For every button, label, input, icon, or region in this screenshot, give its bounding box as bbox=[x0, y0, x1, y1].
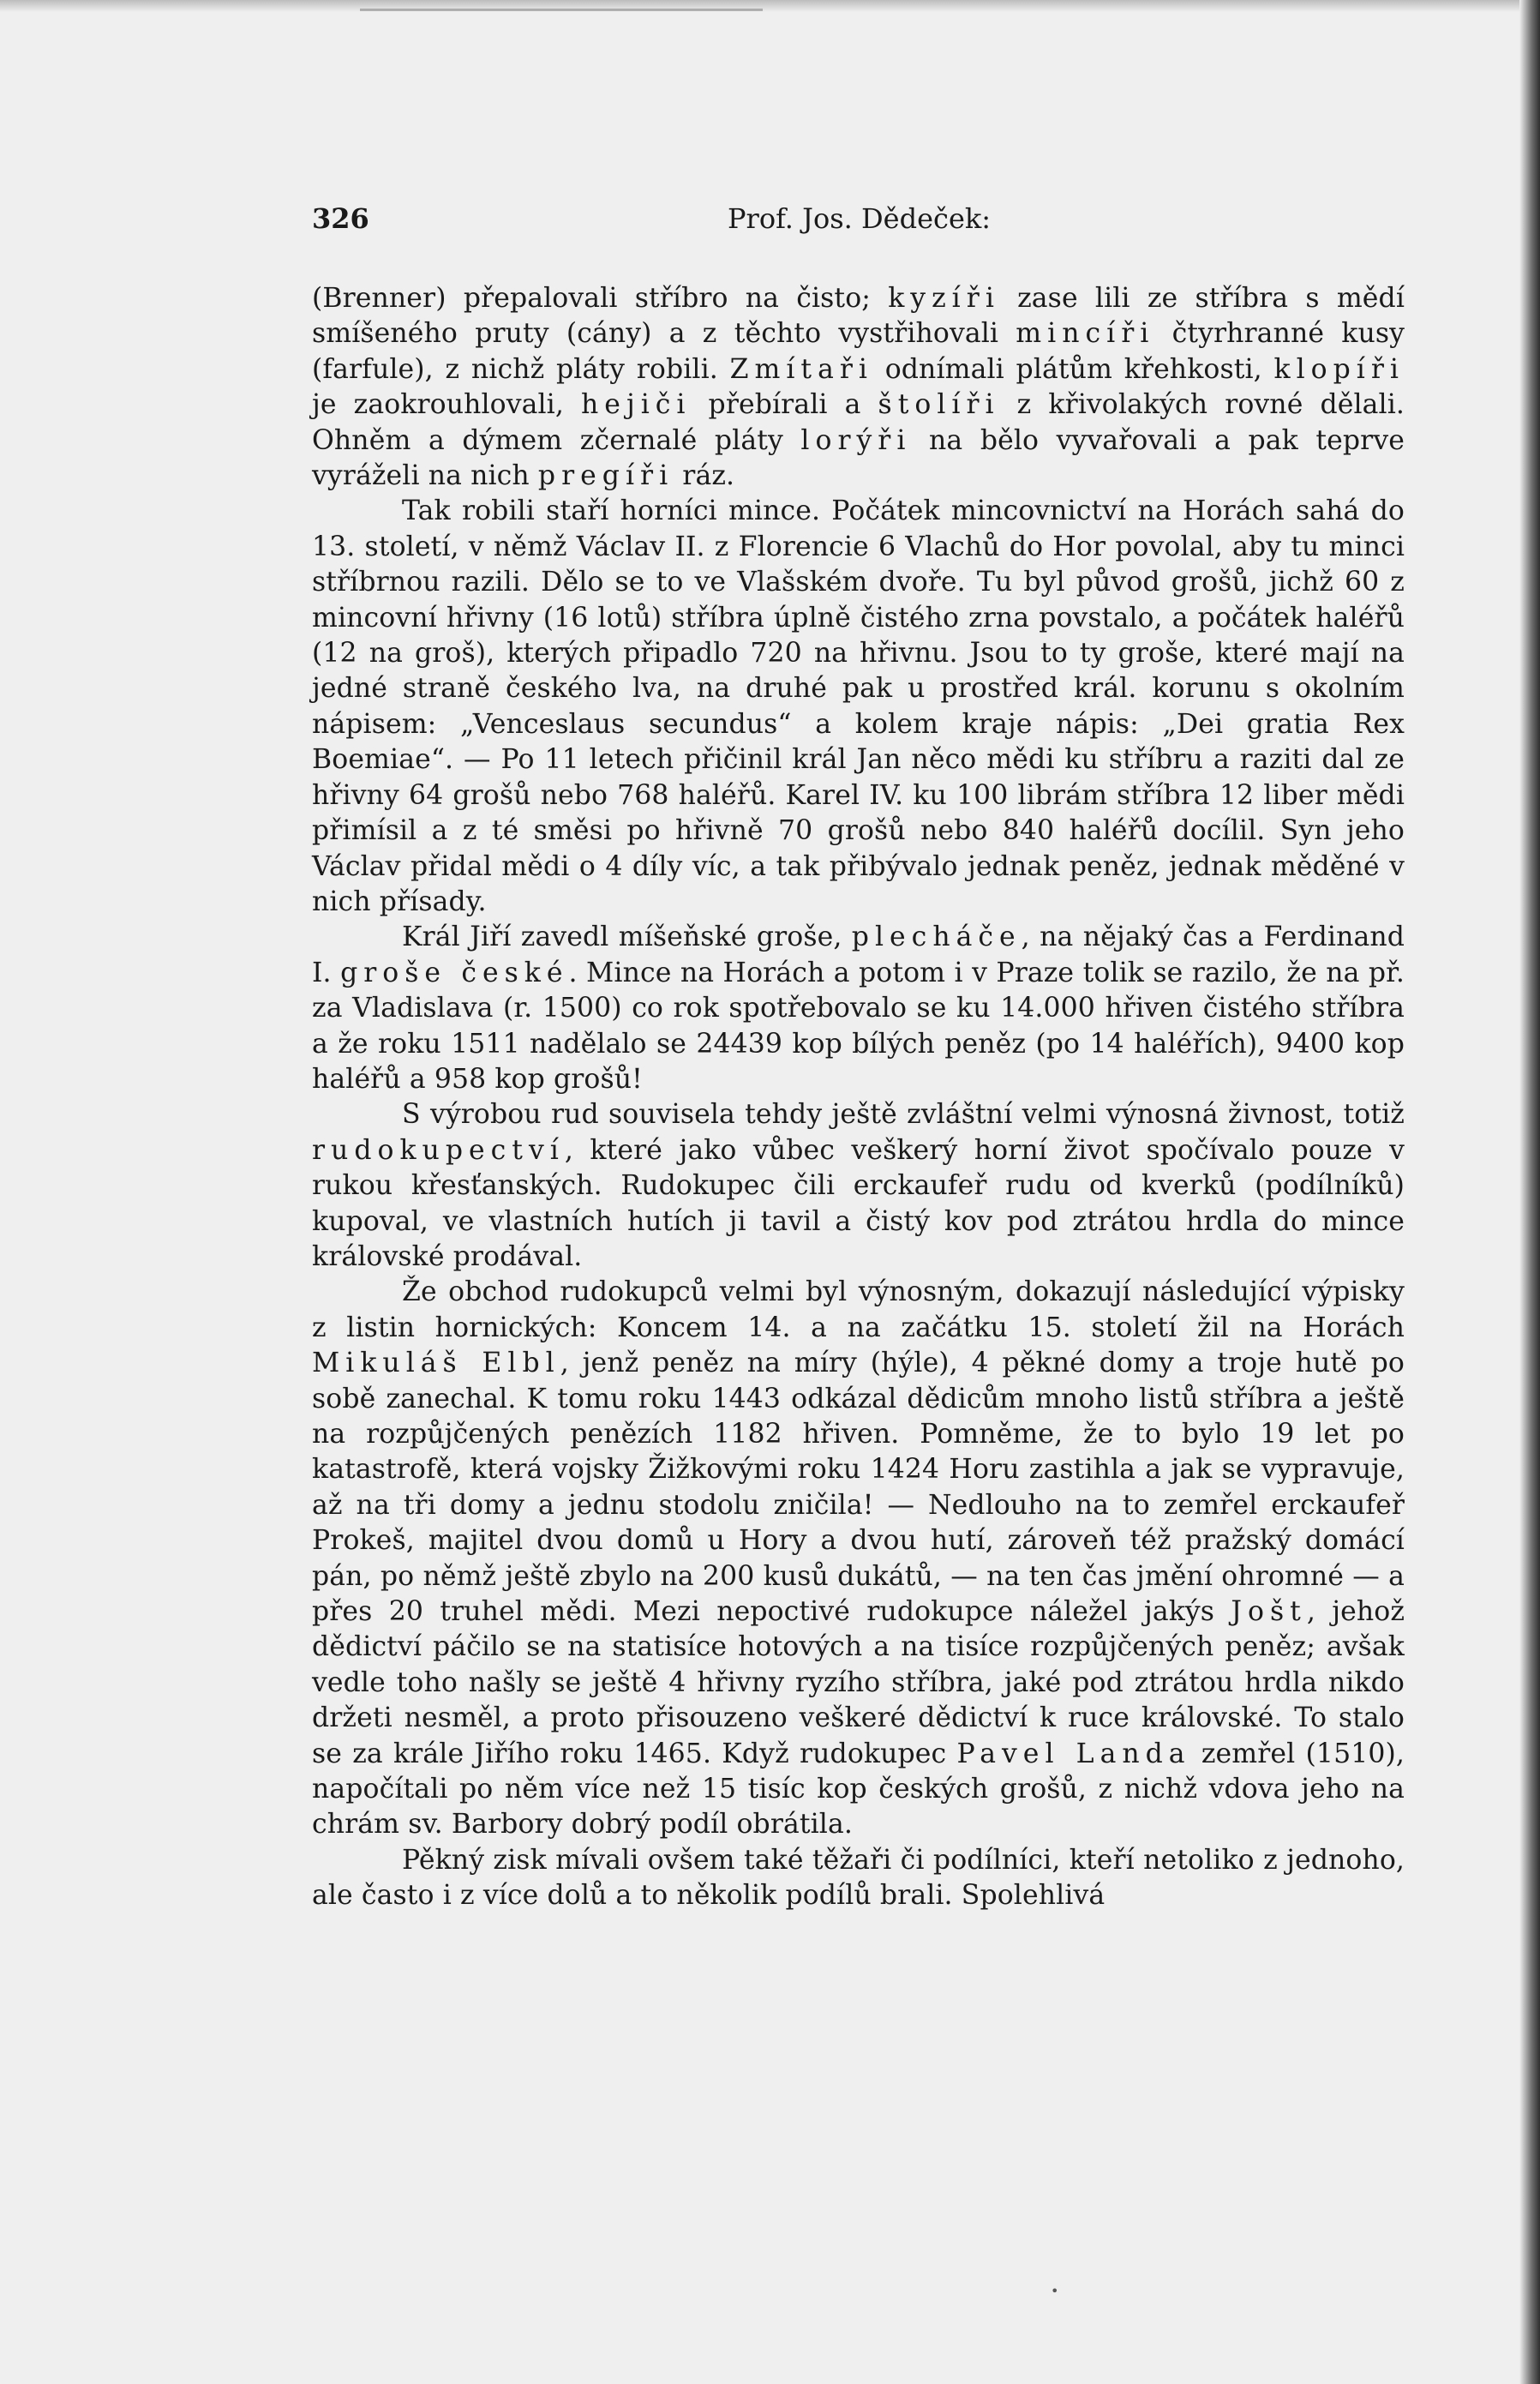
ink-mark: • bbox=[1051, 2283, 1059, 2299]
spaced-term: rudokupectví bbox=[312, 1134, 565, 1166]
spaced-term: Pavel Landa bbox=[956, 1738, 1191, 1769]
paragraph-4 bbox=[312, 1097, 1405, 1275]
text-run: je zaokrouhlovali, bbox=[312, 389, 582, 421]
spaced-term: Mikuláš Elbl bbox=[312, 1348, 560, 1379]
spaced-term: štolíři bbox=[878, 389, 1000, 421]
text-run: S výrobou rud souvisela tehdy ještě zvláštní velmi výnosná živnost, totiž bbox=[402, 1099, 1405, 1131]
text-run: zemřel (1510), napočítali po něm více než 15 tisíc kop českých grošů, z nichž vdova jeho na chrám sv. Barbory dobrý podíl obrátila. bbox=[312, 1738, 1405, 1841]
paragraph-6: Pěkný zisk mívali ovšem také těžaři či podílníci, kteří netoliko z jednoho, ale často i z více dolů a to několik podílů brali. Spolehlivá bbox=[312, 1844, 1405, 1912]
spaced-term: Jošt bbox=[1231, 1596, 1307, 1628]
spaced-term: plecháče bbox=[851, 922, 1022, 953]
text-run: zase lili ze stříbra s mědí smíšeného pruty (cány) a z těchto vystřihovali bbox=[312, 283, 1405, 350]
spaced-term: mincíři bbox=[1016, 318, 1155, 350]
text-run: , na nějaký čas a Ferdinand I. bbox=[312, 922, 1405, 988]
page-edge-right bbox=[1519, 0, 1540, 2384]
spaced-term: kyzíři bbox=[888, 283, 1000, 314]
text-run: čtyrhranné kusy (farfule), z nichž pláty robili. bbox=[312, 318, 1405, 385]
text-run: , jehož dědictví páčilo se na statisíce hotových a na tisíce rozpůjčených peněz; avšak vedle toho našly se ještě 4 hřivny ryzího stříbra, jaké pod ztrátou hrdla nikdo držeti nesměl, a proto přisouzeno veškeré dědictví k ruce královské. To stalo se za krále Jiřího roku 1465. Když rudokupec bbox=[312, 1596, 1405, 1769]
spaced-term: klopíři bbox=[1273, 353, 1405, 385]
text-run: přebírali a bbox=[691, 389, 878, 421]
paragraph-2: Tak robili staří horníci mince. Počátek mincovnictví na Horách sahá do 13. století, v němž Václav II. z Florencie 6 Vlachů do Hor povolal, aby tu minci stříbrnou razili. Dělo se to ve Vlašském dvoře. Tu byl původ grošů, jichž 60 z mincovní hřivny (16 lotů) stříbra úplně čistého zrna povstalo, a počátek haléřů (12 na groš), kterých připadlo 720 na hřivnu. Jsou to ty groše, které mají na jedné straně českého lva, na druhé pak u prostřed král. korunu s okolním nápisem: „Venceslaus secundus“ a kolem kraje nápis: „Dei gratia Rex Boemiae“. — Po 11 letech přičinil král Jan něco mědi ku stříbru a raziti dal ze hřivny 64 grošů nebo 768 haléřů. Karel IV. ku 100 librám stříbra 12 liber mědi přimísil a z té směsi po hřivně 70 grošů nebo 840 haléřů docílil. Syn jeho Václav přidal mědi o 4 díly víc, a tak přibývalo jednak peněz, jednak měděné v nich přísady. bbox=[312, 495, 1405, 917]
text-run: odnímali plátům křehkosti, bbox=[873, 353, 1274, 385]
running-title: Prof. Jos. Dědeček: bbox=[728, 202, 992, 235]
text-run: na bělo vyvařovali a pak teprve vyráželi na nich bbox=[312, 424, 1405, 492]
spaced-term: pregíři bbox=[537, 460, 674, 492]
page-header bbox=[312, 201, 1405, 236]
text-run: , které jako vůbec veškerý horní život spočívalo pouze v rukou křesťanských. Rudokupec čili erckaufeř rudu od kverků (podílníků) kupoval, ve vlastních hutích ji tavil a čistý kov pod ztrátou hrdla do mince královské prodával. bbox=[312, 1134, 1405, 1272]
spaced-term: lorýři bbox=[800, 424, 912, 456]
text-run: z křivolakých rovné dělali. Ohněm a dýmem zčernalé pláty bbox=[312, 389, 1405, 456]
text-run: Král Jiří zavedl míšeňské groše, bbox=[402, 922, 852, 953]
spaced-term: groše české bbox=[340, 957, 569, 988]
page-number: 326 bbox=[312, 202, 369, 235]
paragraph-5 bbox=[312, 1275, 1405, 1843]
text-run: (Brenner) přepalovali stříbro na čisto; bbox=[312, 283, 889, 314]
spaced-term: hejiči bbox=[581, 389, 692, 421]
text-run: . Mince na Horách a potom i v Praze tolik se razilo, že na př. za Vladislava (r. 1500) co rok spotřebovalo se ku 14.000 hřiven čistého stříbra a že roku 1511 nadělalo se 24439 kop bílých peněz (po 14 haléřích), 9400 kop haléřů a 958 kop grošů! bbox=[312, 957, 1405, 1095]
paragraph-1 bbox=[312, 281, 1405, 494]
body-text bbox=[312, 281, 1405, 1914]
paragraph-3 bbox=[312, 920, 1405, 1097]
spaced-term: Zmítaři bbox=[729, 353, 873, 385]
page-edge-top bbox=[0, 0, 1540, 12]
text-run: ráz. bbox=[674, 460, 735, 492]
scan-artifact bbox=[360, 9, 763, 11]
text-run: , jenž peněz na míry (hýle), 4 pěkné domy a troje hutě po sobě zanechal. K tomu roku 1443 odkázal dědicům mnoho listů stříbra a ještě na rozpůjčených penězích 1182 hřiven. Pomněme, že to bylo 19 let po katastrofě, která vojsky Žižkovými roku 1424 Horu zastihla a jak se vypravuje, až na tři domy a jednu stodolu zničila! — Nedlouho na to zemřel erckaufeř Prokeš, majitel dvou domů u Hory a dvou hutí, zároveň též pražský domácí pán, po němž ještě zbylo na 200 kusů dukátů, — na ten čas jmění ohromné — a přes 20 truhel mědi. Mezi nepoctivé rudokupce náležel jakýs bbox=[312, 1348, 1405, 1628]
text-run: Že obchod rudokupců velmi byl výnosným, dokazují následující výpisky z listin hornických: Koncem 14. a na začátku 15. století žil na Horách bbox=[312, 1276, 1405, 1343]
